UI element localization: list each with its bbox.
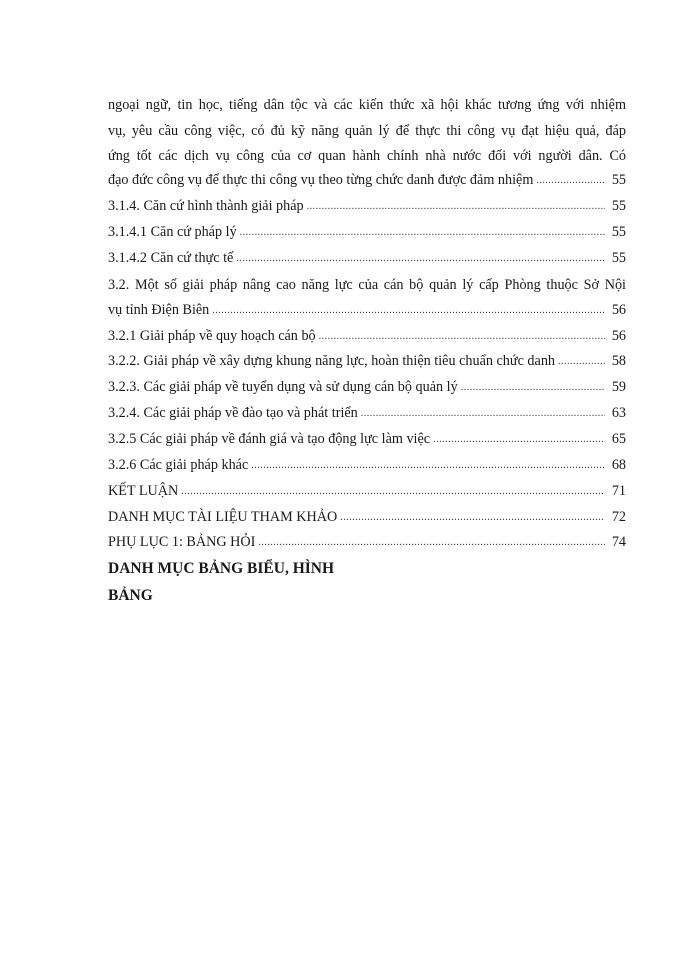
toc-page-number: 58 <box>611 353 626 369</box>
toc-leader-dots <box>319 331 605 342</box>
toc-entry[interactable] <box>108 405 626 430</box>
toc-page-number: 55 <box>611 198 626 214</box>
section-3-2-line-1: 3.2. Một số giải pháp nâng cao năng lực của cán bộ quản lý cấp Phòng thuộc Sở Nội <box>108 277 626 293</box>
toc-entry-section-3-2[interactable] <box>108 302 626 327</box>
toc-leader-dots <box>307 201 605 212</box>
toc-page-number: 59 <box>611 379 626 395</box>
toc-page-number: 55 <box>611 250 626 266</box>
toc-leader-dots <box>340 512 605 523</box>
toc-entry-label: 3.1.4.2 Căn cứ thực tế <box>108 250 234 266</box>
toc-leader-dots <box>536 175 605 186</box>
tables-subheading: BẢNG <box>108 587 153 604</box>
toc-page-number: 56 <box>611 328 626 344</box>
toc-entry[interactable] <box>108 431 626 456</box>
toc-entry-label: KẾT LUẬN <box>108 483 179 499</box>
list-of-tables-heading: DANH MỤC BẢNG BIỂU, HÌNH <box>108 560 335 577</box>
toc-leader-dots <box>558 356 605 367</box>
toc-leader-dots <box>212 305 605 316</box>
toc-entry-label: 3.1.4. Căn cứ hình thành giải pháp <box>108 198 304 214</box>
toc-entry-label: 3.2.3. Các giải pháp về tuyển dụng và sử dụng cán bộ quản lý <box>108 379 458 395</box>
toc-entry[interactable] <box>108 509 626 534</box>
toc-entry-label: PHỤ LỤC 1: BẢNG HỎI <box>108 534 256 550</box>
toc-leader-dots <box>461 382 605 393</box>
toc-entry-intro[interactable] <box>108 172 626 197</box>
toc-leader-dots <box>251 460 605 471</box>
toc-page-number: 65 <box>611 431 626 447</box>
toc-leader-dots <box>181 486 605 497</box>
intro-line-2: vụ, yêu cầu công việc, có đủ kỹ năng quản lý để thực thi công vụ đạt hiệu quả, đáp <box>108 122 626 139</box>
intro-line-3: ứng tốt các dịch vụ công của cơ quan hành chính nhà nước đối với người dân. Có <box>108 148 626 164</box>
toc-entry-label: 3.2.4. Các giải pháp về đào tạo và phát triển <box>108 405 358 421</box>
toc-leader-dots <box>236 253 605 264</box>
toc-entry[interactable] <box>108 198 626 223</box>
intro-paragraph <box>108 93 626 170</box>
intro-line-1: ngoại ngữ, tin học, tiếng dân tộc và các kiến thức xã hội khác tương ứng với nhiệm <box>108 97 626 113</box>
toc-leader-dots <box>433 434 605 445</box>
toc-entry-label: DANH MỤC TÀI LIỆU THAM KHẢO <box>108 509 338 525</box>
toc-entry-label: 3.2.2. Giải pháp về xây dựng khung năng lực, hoàn thiện tiêu chuẩn chức danh <box>108 353 556 369</box>
toc-page-number: 56 <box>611 302 626 318</box>
toc-leader-dots <box>361 408 605 419</box>
toc-entry[interactable] <box>108 328 626 353</box>
toc-page-number: 55 <box>611 172 626 188</box>
toc-entry[interactable] <box>108 224 626 249</box>
toc-entry[interactable] <box>108 379 626 404</box>
toc-page-number: 55 <box>611 224 626 240</box>
toc-page-number: 68 <box>611 457 626 473</box>
toc-leader-dots <box>240 227 605 238</box>
toc-entry[interactable] <box>108 457 626 482</box>
toc-entry-label: 3.2.6 Các giải pháp khác <box>108 457 249 473</box>
toc-entry-label: vụ tỉnh Điện Biên <box>108 302 210 318</box>
toc-leader-dots <box>258 537 605 548</box>
toc-page-number: 63 <box>611 405 626 421</box>
toc-entry[interactable] <box>108 250 626 275</box>
toc-entry-label: 3.2.5 Các giải pháp về đánh giá và tạo động lực làm việc <box>108 431 431 447</box>
toc-page-number: 74 <box>611 534 626 550</box>
toc-entry[interactable] <box>108 353 626 378</box>
toc-page-number: 71 <box>611 483 626 499</box>
toc-entry-label: 3.2.1 Giải pháp về quy hoạch cán bộ <box>108 328 316 344</box>
toc-entry[interactable] <box>108 483 626 508</box>
toc-entry-label: đạo đức công vụ để thực thi công vụ theo từng chức danh được đảm nhiệm <box>108 172 534 188</box>
toc-entry-label: 3.1.4.1 Căn cứ pháp lý <box>108 224 237 240</box>
toc-entry[interactable] <box>108 534 626 559</box>
section-3-2-entry[interactable] <box>108 273 626 299</box>
toc-page-number: 72 <box>611 509 626 525</box>
